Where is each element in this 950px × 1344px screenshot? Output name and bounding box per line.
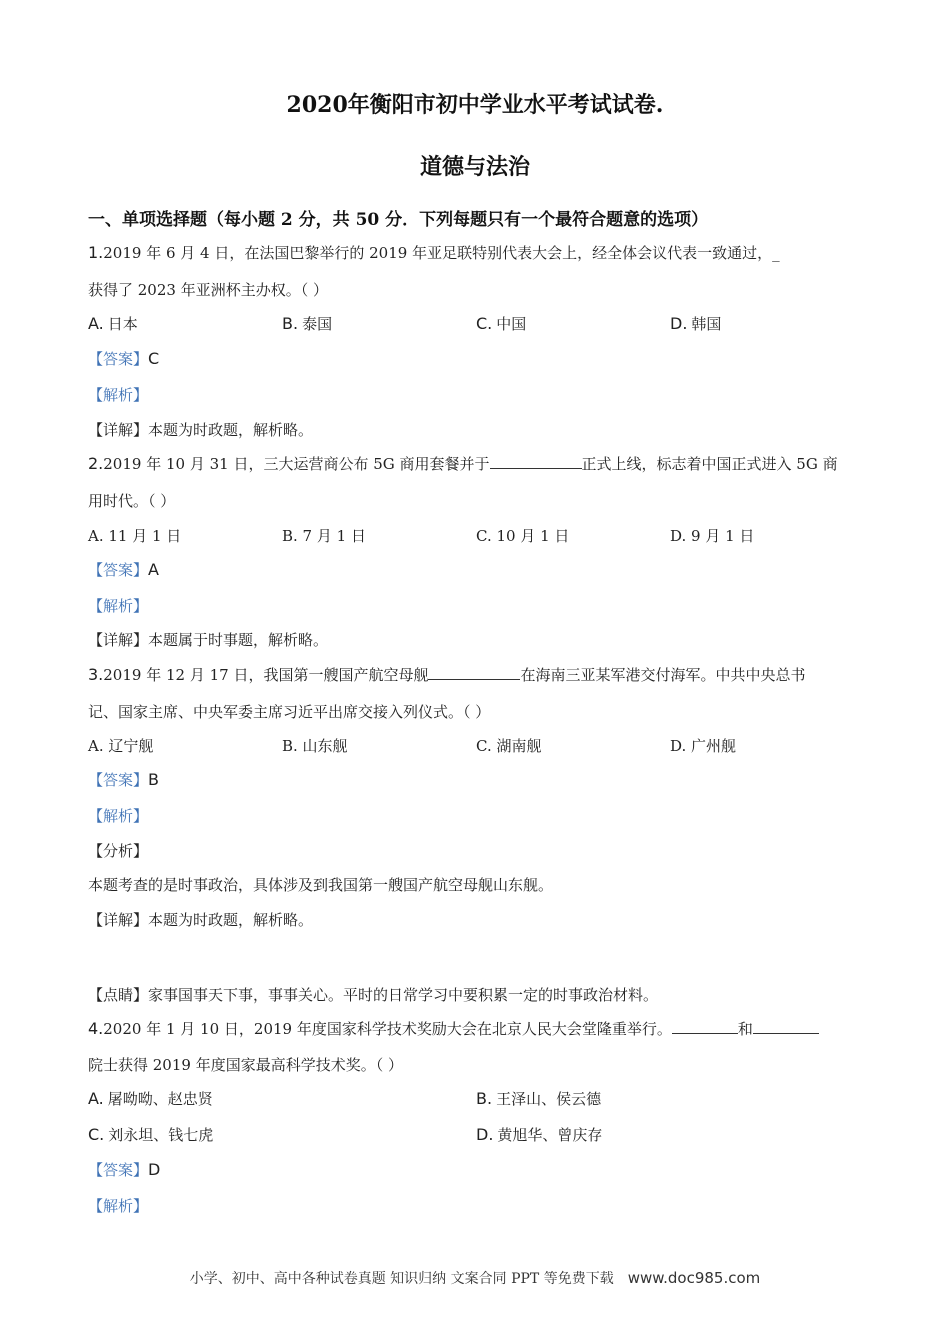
analysis-label: 【解析】 bbox=[88, 1197, 149, 1215]
option-c: C. 湖南舰 bbox=[476, 737, 542, 755]
detail-line: 【详解】本题为时政题，解析略。 bbox=[88, 911, 314, 929]
fenxi-text: 本题考查的是时事政治，具体涉及到我国第一艘国产航空母舰山东舰。 bbox=[88, 876, 554, 894]
page-subtitle: 道德与法治 bbox=[419, 154, 530, 180]
question-number: 1. bbox=[88, 243, 104, 262]
option-b: B. 山东舰 bbox=[282, 737, 348, 755]
option-b: B. 泰国 bbox=[282, 314, 333, 333]
option-d: D. 黄旭华、曾庆存 bbox=[476, 1125, 603, 1144]
footer-url[interactable]: www.doc985.com bbox=[627, 1269, 761, 1287]
question-2-stem: 2.2019 年 10 月 31 日，三大运营商公布 5G 商用套餐并于 正式上线，标志着中国正式进入 5G 商 bbox=[88, 454, 838, 473]
option-d: D. 9 月 1 日 bbox=[670, 527, 755, 545]
fill-blank bbox=[490, 454, 582, 469]
answer-line: 【答案】A bbox=[88, 560, 159, 579]
detail-line: 【详解】本题属于时事题，解析略。 bbox=[88, 631, 329, 649]
option-b: B. 7 月 1 日 bbox=[282, 527, 366, 545]
page-footer bbox=[0, 1268, 950, 1288]
question-4-stem-cont: 院士获得 2019 年度国家最高科学技术奖。（ ） bbox=[88, 1056, 403, 1074]
option-c: C. 刘永坦、钱七虎 bbox=[88, 1125, 214, 1144]
question-text: 2019 年 6 月 4 日，在法国巴黎举行的 2019 年亚足联特别代表大会上，经全体会议代表一致通过， bbox=[103, 244, 773, 262]
option-a: A. 11 月 1 日 bbox=[88, 527, 182, 545]
detail-line: 【详解】本题为时政题，解析略。 bbox=[88, 421, 314, 439]
answer-line: 【答案】C bbox=[88, 349, 160, 368]
question-1-stem bbox=[88, 242, 780, 263]
question-2-stem-cont: 用时代。（ ） bbox=[88, 492, 176, 510]
question-tail: _ bbox=[772, 244, 780, 262]
question-3-stem-cont: 记、国家主席、中央军委主席习近平出席交接入列仪式。（ ） bbox=[88, 703, 491, 721]
option-b: B. 王泽山、侯云德 bbox=[476, 1089, 602, 1108]
dianjing-line: 【点睛】家事国事天下事，事事关心。平时的日常学习中要积累一定的时事政治材料。 bbox=[88, 986, 659, 1004]
answer-line: 【答案】B bbox=[88, 770, 159, 789]
option-d: D. 广州舰 bbox=[670, 737, 737, 755]
question-1-stem-cont: 获得了 2023 年亚洲杯主办权。（ ） bbox=[88, 281, 328, 299]
footer-text: 小学、初中、高中各种试卷真题 知识归纳 文案合同 PPT 等免费下载 bbox=[189, 1271, 614, 1287]
option-c: C. 10 月 1 日 bbox=[476, 527, 570, 545]
option-d: D. 韩国 bbox=[670, 314, 722, 333]
fill-blank bbox=[672, 1019, 738, 1034]
fill-blank bbox=[753, 1019, 819, 1034]
option-a: A. 日本 bbox=[88, 314, 138, 333]
question-3-stem: 3.2019 年 12 月 17 日，我国第一艘国产航空母舰 在海南三亚某军港交付海军。中共中央总书 bbox=[88, 665, 806, 684]
section-heading: 一、单项选择题（每小题 2 分，共 50 分．下列每题只有一个最符合题意的选项） bbox=[88, 210, 709, 230]
page-title: 2020年衡阳市初中学业水平考试试卷. bbox=[286, 92, 664, 118]
analysis-label: 【解析】 bbox=[88, 386, 149, 404]
analysis-label: 【解析】 bbox=[88, 807, 149, 825]
fill-blank bbox=[428, 665, 520, 680]
answer-line: 【答案】D bbox=[88, 1160, 161, 1179]
option-a: A. 辽宁舰 bbox=[88, 737, 154, 755]
fenxi-label: 【分析】 bbox=[88, 842, 149, 860]
question-4-stem: 4.2020 年 1 月 10 日，2019 年度国家科学技术奖励大会在北京人民大会堂隆重举行。 和 bbox=[88, 1018, 819, 1039]
option-c: C. 中国 bbox=[476, 314, 527, 333]
option-a: A. 屠呦呦、赵忠贤 bbox=[88, 1089, 213, 1108]
analysis-label: 【解析】 bbox=[88, 597, 149, 615]
